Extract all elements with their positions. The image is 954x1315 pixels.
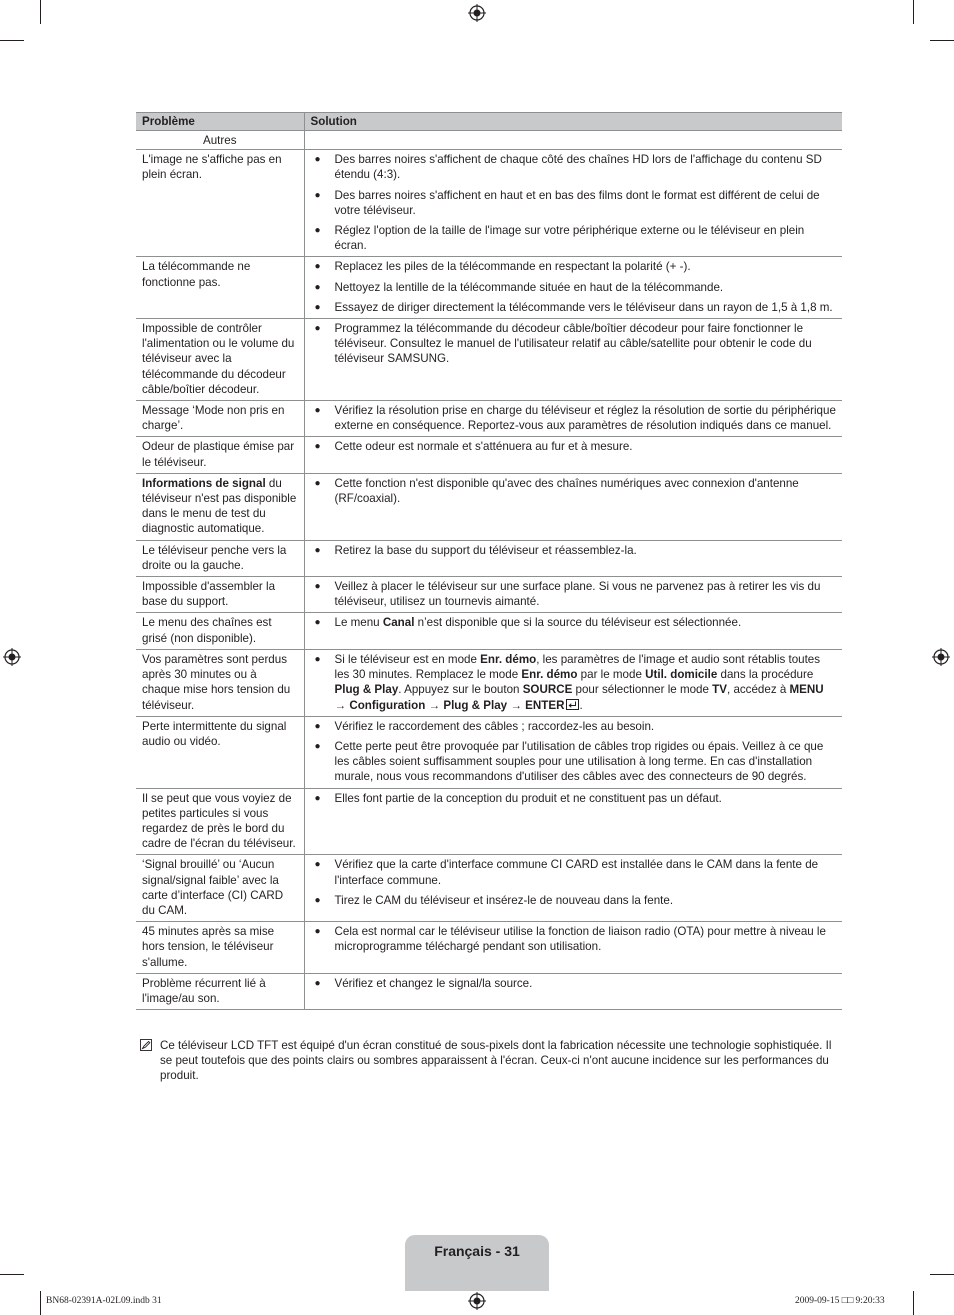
bold-term: Plug & Play <box>334 683 399 697</box>
text-run: . Appuyez sur le bouton <box>398 683 523 697</box>
problem-cell <box>136 437 304 473</box>
table-row <box>136 649 842 716</box>
solution-text: Cette odeur est normale et s'atténuera au fur et à mesure. <box>334 440 633 454</box>
bullet-icon: ● <box>314 740 321 752</box>
solution-list <box>311 719 837 785</box>
solution-item <box>311 924 837 954</box>
bullet-icon: ● <box>314 977 321 989</box>
problem-text: Le menu des chaînes est grisé (non disponible). <box>142 616 272 645</box>
problem-cell <box>136 540 304 576</box>
solution-item <box>311 579 837 609</box>
problem-cell <box>136 973 304 1009</box>
solution-text: Cette perte peut être provoquée par l'utilisation de câbles trop rigides ou épais. Veillez à ce que les câbles soient suffisamment souples pour une utilisation à long terme. En cas d'installation murale, nous vous recommandons d'utiliser des câbles avec des connecteurs de 90 degrés. <box>334 739 824 784</box>
bullet-icon: ● <box>314 441 321 453</box>
solution-text <box>335 616 742 629</box>
problem-cell <box>136 150 304 257</box>
bullet-icon: ● <box>314 894 321 906</box>
solution-cell <box>304 922 842 974</box>
solution-item <box>311 403 837 433</box>
bold-term: Enr. démo <box>480 652 537 666</box>
header-solution: Solution <box>304 113 842 131</box>
bullet-icon: ● <box>314 617 321 629</box>
solution-cell <box>304 319 842 401</box>
solution-item <box>311 976 837 991</box>
registration-mark-icon <box>3 648 21 666</box>
solution-text: Veillez à placer le téléviseur sur une surface plane. Si vous ne parvenez pas à retirer les vis du téléviseur, utilisez un tournevis aimanté. <box>334 580 821 609</box>
solution-item <box>311 300 837 315</box>
problem-text: ‘Signal brouillé’ ou ‘Aucun signal/signal faible’ avec la carte d’interface (CI) CARD du CAM. <box>142 858 284 917</box>
solution-text: Programmez la télécommande du décodeur câble/boîtier décodeur pour faire fonctionner le téléviseur. Consultez le manuel de l'utilisateur relatif au câble/satellite pour obtenir le code du téléviseur SAMSUNG. <box>334 322 812 366</box>
problem-cell <box>136 788 304 855</box>
crop-mark <box>40 0 41 24</box>
crop-mark <box>930 40 954 41</box>
solution-text: Vérifiez la résolution prise en charge du téléviseur et réglez la résolution de sortie du périphérique externe en conséquence. Reportez-vous aux paramètres de résolution indiqués dans ce manuel. <box>334 404 836 433</box>
text-run: dans la procédure <box>717 668 814 682</box>
solution-item <box>311 739 837 785</box>
problem-text: Vos paramètres sont perdus après 30 minutes ou à chaque mise hors tension du téléviseur. <box>142 652 291 712</box>
solution-cell <box>304 540 842 576</box>
solution-list <box>311 857 837 908</box>
solution-list <box>311 924 837 954</box>
solution-list <box>311 543 837 558</box>
solution-cell <box>304 716 842 788</box>
table-row <box>136 577 842 613</box>
solution-list <box>311 615 837 630</box>
solution-text: Cette fonction n'est disponible qu'avec des chaînes numériques avec connexion d'antenne (RF/coaxial). <box>334 476 799 506</box>
bullet-icon: ● <box>314 859 321 871</box>
problem-text: Il se peut que vous voyiez de petites particules si vous regardez de près le bord du cadre de l'écran du téléviseur. <box>142 791 296 851</box>
table-row <box>136 401 842 437</box>
solution-cell <box>304 437 842 473</box>
footer-file: BN68-02391A-02L09.indb 31 <box>46 1296 162 1306</box>
solution-text: Des barres noires s'affichent en haut et en bas des films dont le format est différent de celui de votre téléviseur. <box>334 188 820 217</box>
troubleshooting-table <box>136 112 842 1010</box>
solution-list <box>311 439 837 454</box>
page-number-tab <box>405 1235 549 1291</box>
solution-item <box>311 280 837 295</box>
problem-text: Impossible d'assembler la base du support. <box>142 580 276 609</box>
problem-cell <box>136 577 304 613</box>
table-row <box>136 922 842 974</box>
bullet-icon: ● <box>314 301 321 313</box>
solution-cell <box>304 257 842 319</box>
crop-mark <box>0 40 24 41</box>
bullet-icon: ● <box>314 281 321 293</box>
solution-list <box>311 652 837 713</box>
solution-text: Vérifiez que la carte d'interface commune CI CARD est installée dans le CAM dans la fente de l'interface commune. <box>334 858 819 887</box>
problem-text: Message ‘Mode non pris en charge’. <box>142 404 285 433</box>
problem-text: Problème récurrent lié à l'image/au son. <box>142 976 266 1005</box>
solution-item <box>311 857 837 887</box>
solution-item <box>311 223 837 253</box>
table-row <box>136 788 842 855</box>
solution-item <box>311 476 837 506</box>
text-run: par le mode <box>577 668 646 682</box>
solution-text: Cela est normal car le téléviseur utilise la fonction de liaison radio (OTA) pour mettre à niveau le microprogramme téléchargé pendant son utilisation. <box>334 925 826 954</box>
problem-cell <box>136 319 304 401</box>
problem-text: Odeur de plastique émise par le téléviseur. <box>142 440 295 469</box>
problem-cell <box>136 649 304 716</box>
problem-cell <box>136 716 304 788</box>
problem-text: Le téléviseur penche vers la droite ou la gauche. <box>142 543 287 572</box>
solution-list <box>311 321 837 367</box>
solution-text: Retirez la base du support du téléviseur et réassemblez-la. <box>334 543 637 557</box>
note-icon <box>140 1039 152 1051</box>
solution-item <box>311 259 837 274</box>
bold-term: SOURCE <box>522 683 573 697</box>
problem-text: L'image ne s'affiche pas en plein écran. <box>142 153 282 182</box>
table-row <box>136 473 842 540</box>
bullet-icon: ● <box>314 926 321 938</box>
bold-term: MENU → Configuration → Plug & Play → ENTER <box>334 683 824 712</box>
bold-term: Enr. démo <box>521 668 578 682</box>
registration-mark-icon <box>468 4 486 22</box>
text-run: Le menu <box>334 616 383 630</box>
solution-list <box>311 403 837 433</box>
problem-text: du téléviseur n'est pas disponible dans le menu de test du diagnostic automatique. <box>142 476 297 536</box>
problem-cell <box>136 613 304 649</box>
problem-cell <box>136 473 304 540</box>
crop-mark <box>913 0 914 24</box>
category-spacer <box>304 131 842 150</box>
bullet-icon: ● <box>314 477 321 489</box>
note-block <box>140 1038 840 1084</box>
solution-list <box>311 476 837 506</box>
table-row <box>136 716 842 788</box>
bullet-icon: ● <box>314 405 321 417</box>
table-row <box>136 855 842 922</box>
bullet-icon: ● <box>314 792 321 804</box>
text-run: , accédez à <box>727 683 790 697</box>
solution-text: Elles font partie de la conception du produit et ne constituent pas un défaut. <box>334 791 722 805</box>
table-row <box>136 150 842 257</box>
crop-mark <box>0 1274 24 1275</box>
bullet-icon: ● <box>314 154 321 166</box>
solution-text <box>335 653 824 712</box>
menu-name-canal: Canal <box>382 616 415 630</box>
solution-list <box>311 152 837 253</box>
solution-cell <box>304 649 842 716</box>
bullet-icon: ● <box>314 189 321 201</box>
solution-item <box>311 321 837 367</box>
bullet-icon: ● <box>314 323 321 335</box>
header-problem: Problème <box>136 113 304 131</box>
category-label: Autres <box>136 131 304 150</box>
solution-cell <box>304 788 842 855</box>
solution-list <box>311 976 837 991</box>
solution-text: Des barres noires s'affichent de chaque côté des chaînes HD lors de l'affichage du contenu SD étendu (4:3). <box>334 153 822 182</box>
table-row <box>136 973 842 1009</box>
registration-mark-icon <box>468 1292 486 1310</box>
text-run: Si le téléviseur est en mode <box>334 652 481 666</box>
solution-item <box>311 439 837 454</box>
bold-term: TV <box>712 683 727 697</box>
category-row <box>136 131 842 150</box>
registration-mark-icon <box>932 648 950 666</box>
solution-text: Vérifiez le raccordement des câbles ; raccordez-les au besoin. <box>334 719 655 733</box>
problem-bold: Informations de signal <box>142 476 266 490</box>
table-row <box>136 540 842 576</box>
solution-item <box>311 615 837 630</box>
bullet-icon: ● <box>314 261 321 273</box>
problem-text: Perte intermittente du signal audio ou vidéo. <box>142 719 287 748</box>
solution-item <box>311 719 837 734</box>
bullet-icon: ● <box>314 581 321 593</box>
problem-cell <box>136 855 304 922</box>
solution-cell <box>304 401 842 437</box>
crop-mark <box>930 1274 954 1275</box>
table-row <box>136 437 842 473</box>
crop-mark <box>913 1291 914 1315</box>
text-run: , les paramètres de l'image et audio sont rétablis toutes les 30 minutes. Remplacez le mode <box>334 652 821 682</box>
problem-text: 45 minutes après sa mise hors tension, le téléviseur s'allume. <box>142 925 275 969</box>
solution-cell <box>304 473 842 540</box>
table-row <box>136 319 842 401</box>
text-run: pour sélectionner le mode <box>572 683 713 697</box>
problem-cell <box>136 257 304 319</box>
table-row <box>136 613 842 649</box>
text-run: n’est disponible que si la source du téléviseur est sélectionnée. <box>414 616 742 630</box>
solution-text: Essayez de diriger directement la télécommande vers le téléviseur dans un rayon de 1,5 à 1,8 m. <box>334 300 833 314</box>
solution-cell <box>304 973 842 1009</box>
solution-cell <box>304 150 842 257</box>
bold-term: Util. domicile <box>645 668 718 682</box>
solution-text: Replacez les piles de la télécommande en respectant la polarité (+ -). <box>334 260 691 274</box>
text-run: . <box>579 698 583 712</box>
page-label: Français - 31 <box>434 1243 520 1259</box>
solution-item <box>311 791 837 806</box>
table-header-row <box>136 113 842 131</box>
problem-text: La télécommande ne fonctionne pas. <box>142 260 251 289</box>
crop-mark <box>40 1291 41 1315</box>
solution-item <box>311 652 837 713</box>
solution-list <box>311 259 837 315</box>
bullet-icon: ● <box>314 225 321 237</box>
bullet-icon: ● <box>314 720 321 732</box>
bullet-icon: ● <box>314 653 321 665</box>
solution-item <box>311 152 837 182</box>
enter-icon <box>566 699 579 710</box>
solution-list <box>311 791 837 806</box>
problem-text: Impossible de contrôler l'alimentation ou le volume du téléviseur avec la télécommande du décodeur câble/boîtier décodeur. <box>142 322 295 396</box>
solution-item <box>311 543 837 558</box>
problem-cell <box>136 922 304 974</box>
solution-cell <box>304 855 842 922</box>
solution-item <box>311 188 837 218</box>
bullet-icon: ● <box>314 544 321 556</box>
solution-cell <box>304 577 842 613</box>
solution-list <box>311 579 837 609</box>
problem-cell <box>136 401 304 437</box>
solution-cell <box>304 613 842 649</box>
solution-text: Nettoyez la lentille de la télécommande située en haut de la télécommande. <box>334 280 724 294</box>
solution-item <box>311 893 837 908</box>
footer-timestamp: 2009-09-15 □□ 9:20:33 <box>795 1296 885 1306</box>
table-row <box>136 257 842 319</box>
solution-text: Vérifiez et changez le signal/la source. <box>334 976 533 990</box>
note-text: Ce téléviseur LCD TFT est équipé d'un écran constitué de sous-pixels dont la fabrication nécessite une technologie sophistiquée. Il se peut toutefois que des points clairs ou sombres apparaissent à l'écran. Ceux-ci n'ont aucune incidence sur les performances du produit. <box>160 1039 832 1083</box>
solution-text: Tirez le CAM du téléviseur et insérez-le de nouveau dans la fente. <box>334 893 674 907</box>
solution-text: Réglez l'option de la taille de l'image sur votre périphérique externe ou le téléviseur en plein écran. <box>334 224 805 253</box>
